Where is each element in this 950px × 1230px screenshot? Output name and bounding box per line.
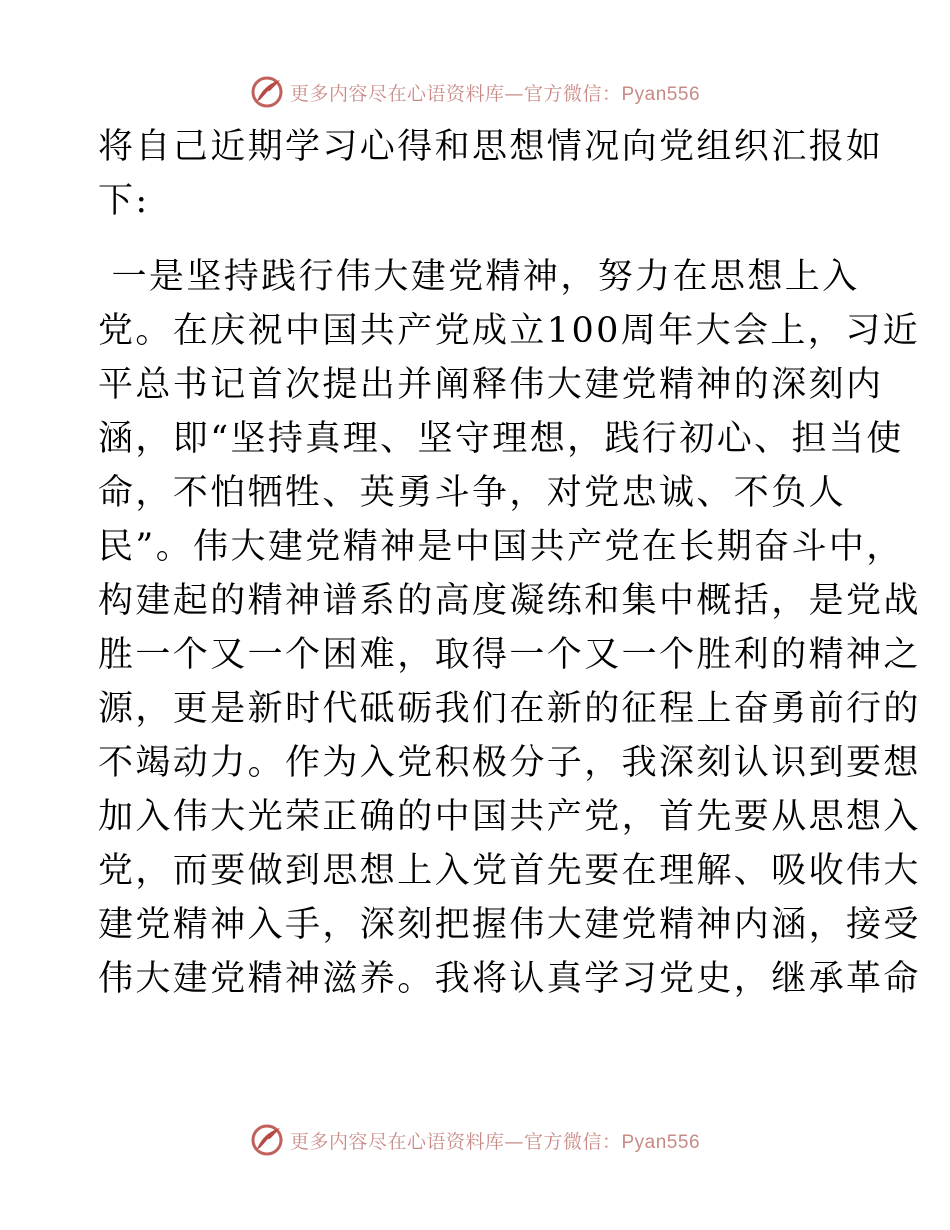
text-line: 构建起的精神谱系的高度凝练和集中概括，是党战 xyxy=(98,581,921,621)
text-line: 党。在庆祝中国共产党成立100周年大会上，习近 xyxy=(98,311,921,351)
watermark-text xyxy=(290,79,700,106)
text-line: 命，不怕牺牲、英勇斗争，对党忠诚、不负人 xyxy=(98,473,847,513)
quill-logo-icon xyxy=(250,75,284,109)
paragraph-intro xyxy=(98,120,884,228)
footer-watermark xyxy=(0,1120,950,1160)
text-line: 民”。伟大建党精神是中国共产党在长期奋斗中， xyxy=(98,527,904,567)
watermark-text xyxy=(290,1127,700,1154)
text-line: 涵，即“坚持真理、坚守理想，践行初心、担当使 xyxy=(98,419,904,459)
text-line: 建党精神入手，深刻把握伟大建党精神内涵，接受 xyxy=(98,905,921,945)
text-line: 伟大建党精神滋养。我将认真学习党史，继承革命 xyxy=(98,959,921,999)
text-line: 加入伟大光荣正确的中国共产党，首先要从思想入 xyxy=(98,797,921,837)
document-body xyxy=(98,120,921,1006)
text-line: 胜一个又一个困难，取得一个又一个胜利的精神之 xyxy=(98,635,921,675)
text-line: 下: xyxy=(98,181,150,221)
text-line: 不竭动力。作为入党积极分子，我深刻认识到要想 xyxy=(98,743,921,783)
text-line: 源，更是新时代砥砺我们在新的征程上奋勇前行的 xyxy=(98,689,921,729)
watermark-wechat-id: Pyan556 xyxy=(621,1131,701,1153)
text-line: 党，而要做到思想上入党首先要在理解、吸收伟大 xyxy=(98,851,921,891)
text-line: 平总书记首次提出并阐释伟大建党精神的深刻内 xyxy=(98,365,884,405)
text-line: 将自己近期学习心得和思想情况向党组织汇报如 xyxy=(98,127,884,167)
paragraph-point-one xyxy=(98,250,921,1006)
watermark-site-text: 更多内容尽在心语资料库—官方微信： xyxy=(289,82,622,105)
quill-logo-icon xyxy=(250,1123,284,1157)
watermark-site-text: 更多内容尽在心语资料库—官方微信： xyxy=(289,1130,622,1153)
header-watermark xyxy=(0,72,950,112)
text-line: 一是坚持践行伟大建党精神，努力在思想上入 xyxy=(98,257,860,297)
watermark-wechat-id: Pyan556 xyxy=(621,83,701,105)
